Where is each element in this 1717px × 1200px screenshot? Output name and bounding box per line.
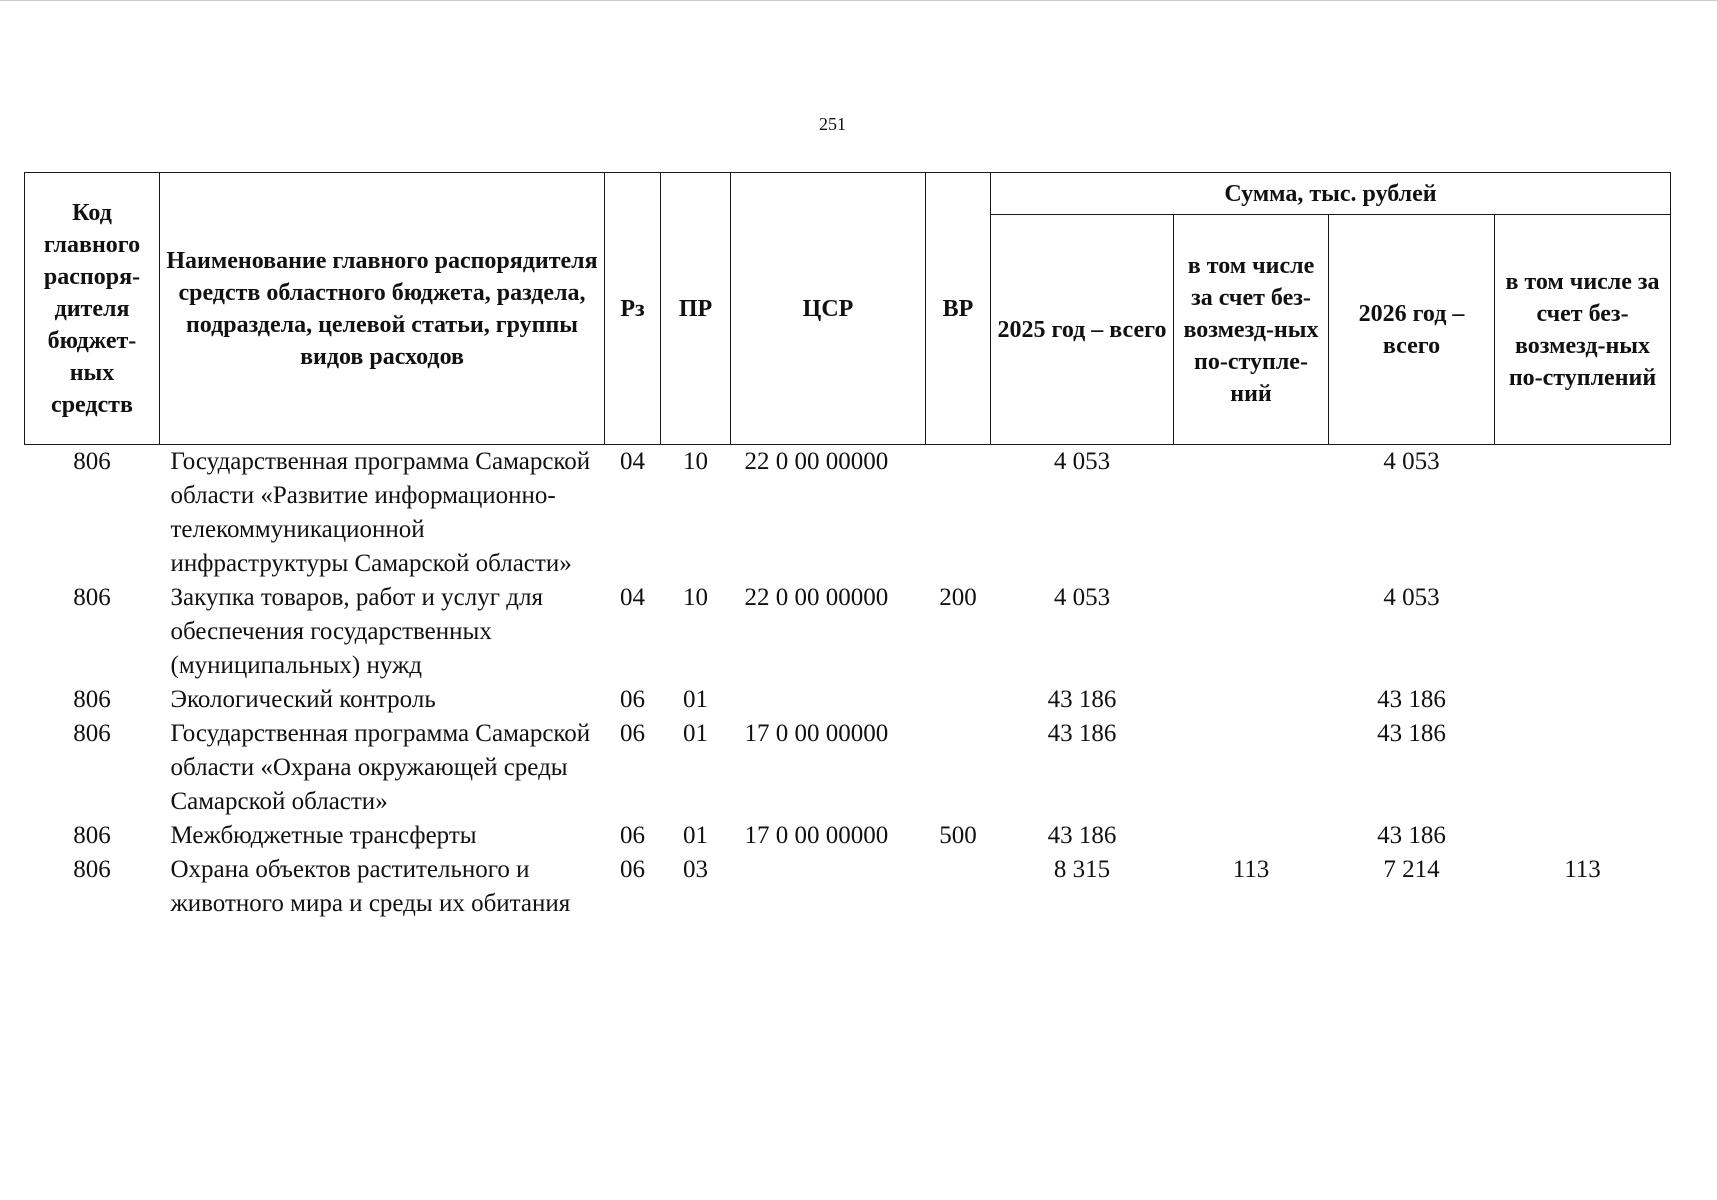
cell-free-2026: 113 [1564, 856, 1601, 883]
header-csr: ЦСР [731, 173, 926, 445]
cell-total-2025: 8 315 [1053, 856, 1111, 883]
cell-rz: 04 [620, 448, 645, 475]
table-header [25, 173, 1671, 445]
cell-code: 806 [73, 720, 111, 747]
cell-free-2025: 113 [1232, 856, 1270, 883]
table-row [25, 683, 1671, 717]
cell-vr [926, 717, 991, 819]
cell-code: 806 [73, 686, 111, 713]
cell-total-2025: 4 053 [1053, 584, 1111, 611]
cell-free-2025 [1174, 717, 1329, 819]
header-rz: Рз [605, 173, 661, 445]
header-total-2026: 2026 год – всего [1329, 215, 1495, 445]
cell-name: Экологический контроль [170, 686, 436, 713]
cell-name: Межбюджетные трансферты [170, 822, 477, 849]
cell-name: Охрана объектов растительного и животного мира и среды их обитания [170, 856, 571, 917]
cell-free-2026 [1495, 445, 1671, 582]
cell-csr [731, 853, 926, 921]
cell-name: Государственная программа Самарской области «Охрана окружающей среды Самарской области» [170, 720, 591, 815]
cell-pr: 10 [683, 448, 708, 475]
cell-total-2026: 43 186 [1377, 822, 1446, 849]
cell-free-2026 [1495, 683, 1671, 717]
header-free-2025: в том числе за счет без-возмезд-ных по-ступле-ний [1174, 215, 1329, 445]
cell-free-2025 [1174, 683, 1329, 717]
cell-free-2026 [1495, 819, 1671, 853]
cell-name: Государственная программа Самарской области «Развитие информационно-телекоммуникационной инфраструктуры Самарской области» [170, 448, 591, 577]
header-total-2025: 2025 год – всего [991, 215, 1174, 445]
cell-csr: 17 0 00 00000 [744, 822, 889, 849]
cell-total-2025: 43 186 [1047, 822, 1117, 849]
header-sum-group: Сумма, тыс. рублей [991, 173, 1671, 215]
cell-name: Закупка товаров, работ и услуг для обеспечения государственных (муниципальных) нужд [170, 584, 543, 679]
cell-total-2026: 43 186 [1377, 720, 1446, 747]
cell-free-2026 [1495, 717, 1671, 819]
cell-csr: 22 0 00 00000 [744, 448, 889, 475]
cell-free-2025 [1174, 581, 1329, 683]
header-free-2026: в том числе за счет без-возмезд-ных по-ступлений [1495, 215, 1671, 445]
cell-total-2026: 4 053 [1383, 584, 1440, 611]
cell-vr [926, 853, 991, 921]
cell-vr: 200 [939, 584, 977, 611]
cell-pr: 01 [683, 720, 708, 747]
page-number: 251 [819, 114, 846, 134]
cell-csr: 22 0 00 00000 [744, 584, 889, 611]
cell-rz: 06 [620, 720, 645, 747]
cell-pr: 10 [683, 584, 708, 611]
cell-total-2026: 4 053 [1383, 448, 1440, 475]
cell-total-2025: 4 053 [1053, 448, 1111, 475]
cell-rz: 06 [620, 856, 645, 883]
table-body [25, 445, 1671, 922]
cell-code: 806 [73, 856, 111, 883]
header-name: Наименование главного распорядителя средств областного бюджета, раздела, подраздела, целевой статьи, группы видов расходов [160, 173, 605, 445]
table-row [25, 581, 1671, 683]
cell-free-2025 [1174, 445, 1329, 582]
header-vr: ВР [926, 173, 991, 445]
table-row [25, 717, 1671, 819]
cell-code: 806 [73, 822, 111, 849]
table-row [25, 853, 1671, 921]
cell-vr [926, 683, 991, 717]
cell-total-2025: 43 186 [1047, 720, 1117, 747]
cell-vr: 500 [939, 822, 977, 849]
cell-vr [926, 445, 991, 582]
cell-rz: 04 [620, 584, 645, 611]
cell-pr: 01 [683, 822, 708, 849]
cell-pr: 01 [683, 686, 708, 713]
cell-code: 806 [73, 584, 111, 611]
table-row [25, 819, 1671, 853]
cell-free-2025 [1174, 819, 1329, 853]
cell-free-2026 [1495, 581, 1671, 683]
cell-total-2025: 43 186 [1047, 686, 1117, 713]
cell-csr [731, 683, 926, 717]
cell-rz: 06 [620, 686, 645, 713]
cell-total-2026: 43 186 [1377, 686, 1446, 713]
header-code: Код главного распоря-дителя бюджет-ных средств [25, 173, 160, 445]
header-pr: ПР [661, 173, 731, 445]
cell-csr: 17 0 00 00000 [744, 720, 889, 747]
cell-code: 806 [73, 448, 111, 475]
cell-rz: 06 [620, 822, 645, 849]
budget-table [24, 172, 1671, 921]
cell-total-2026: 7 214 [1383, 856, 1440, 883]
cell-pr: 03 [683, 856, 708, 883]
scan-top-edge [0, 0, 1717, 1]
table-row [25, 445, 1671, 582]
